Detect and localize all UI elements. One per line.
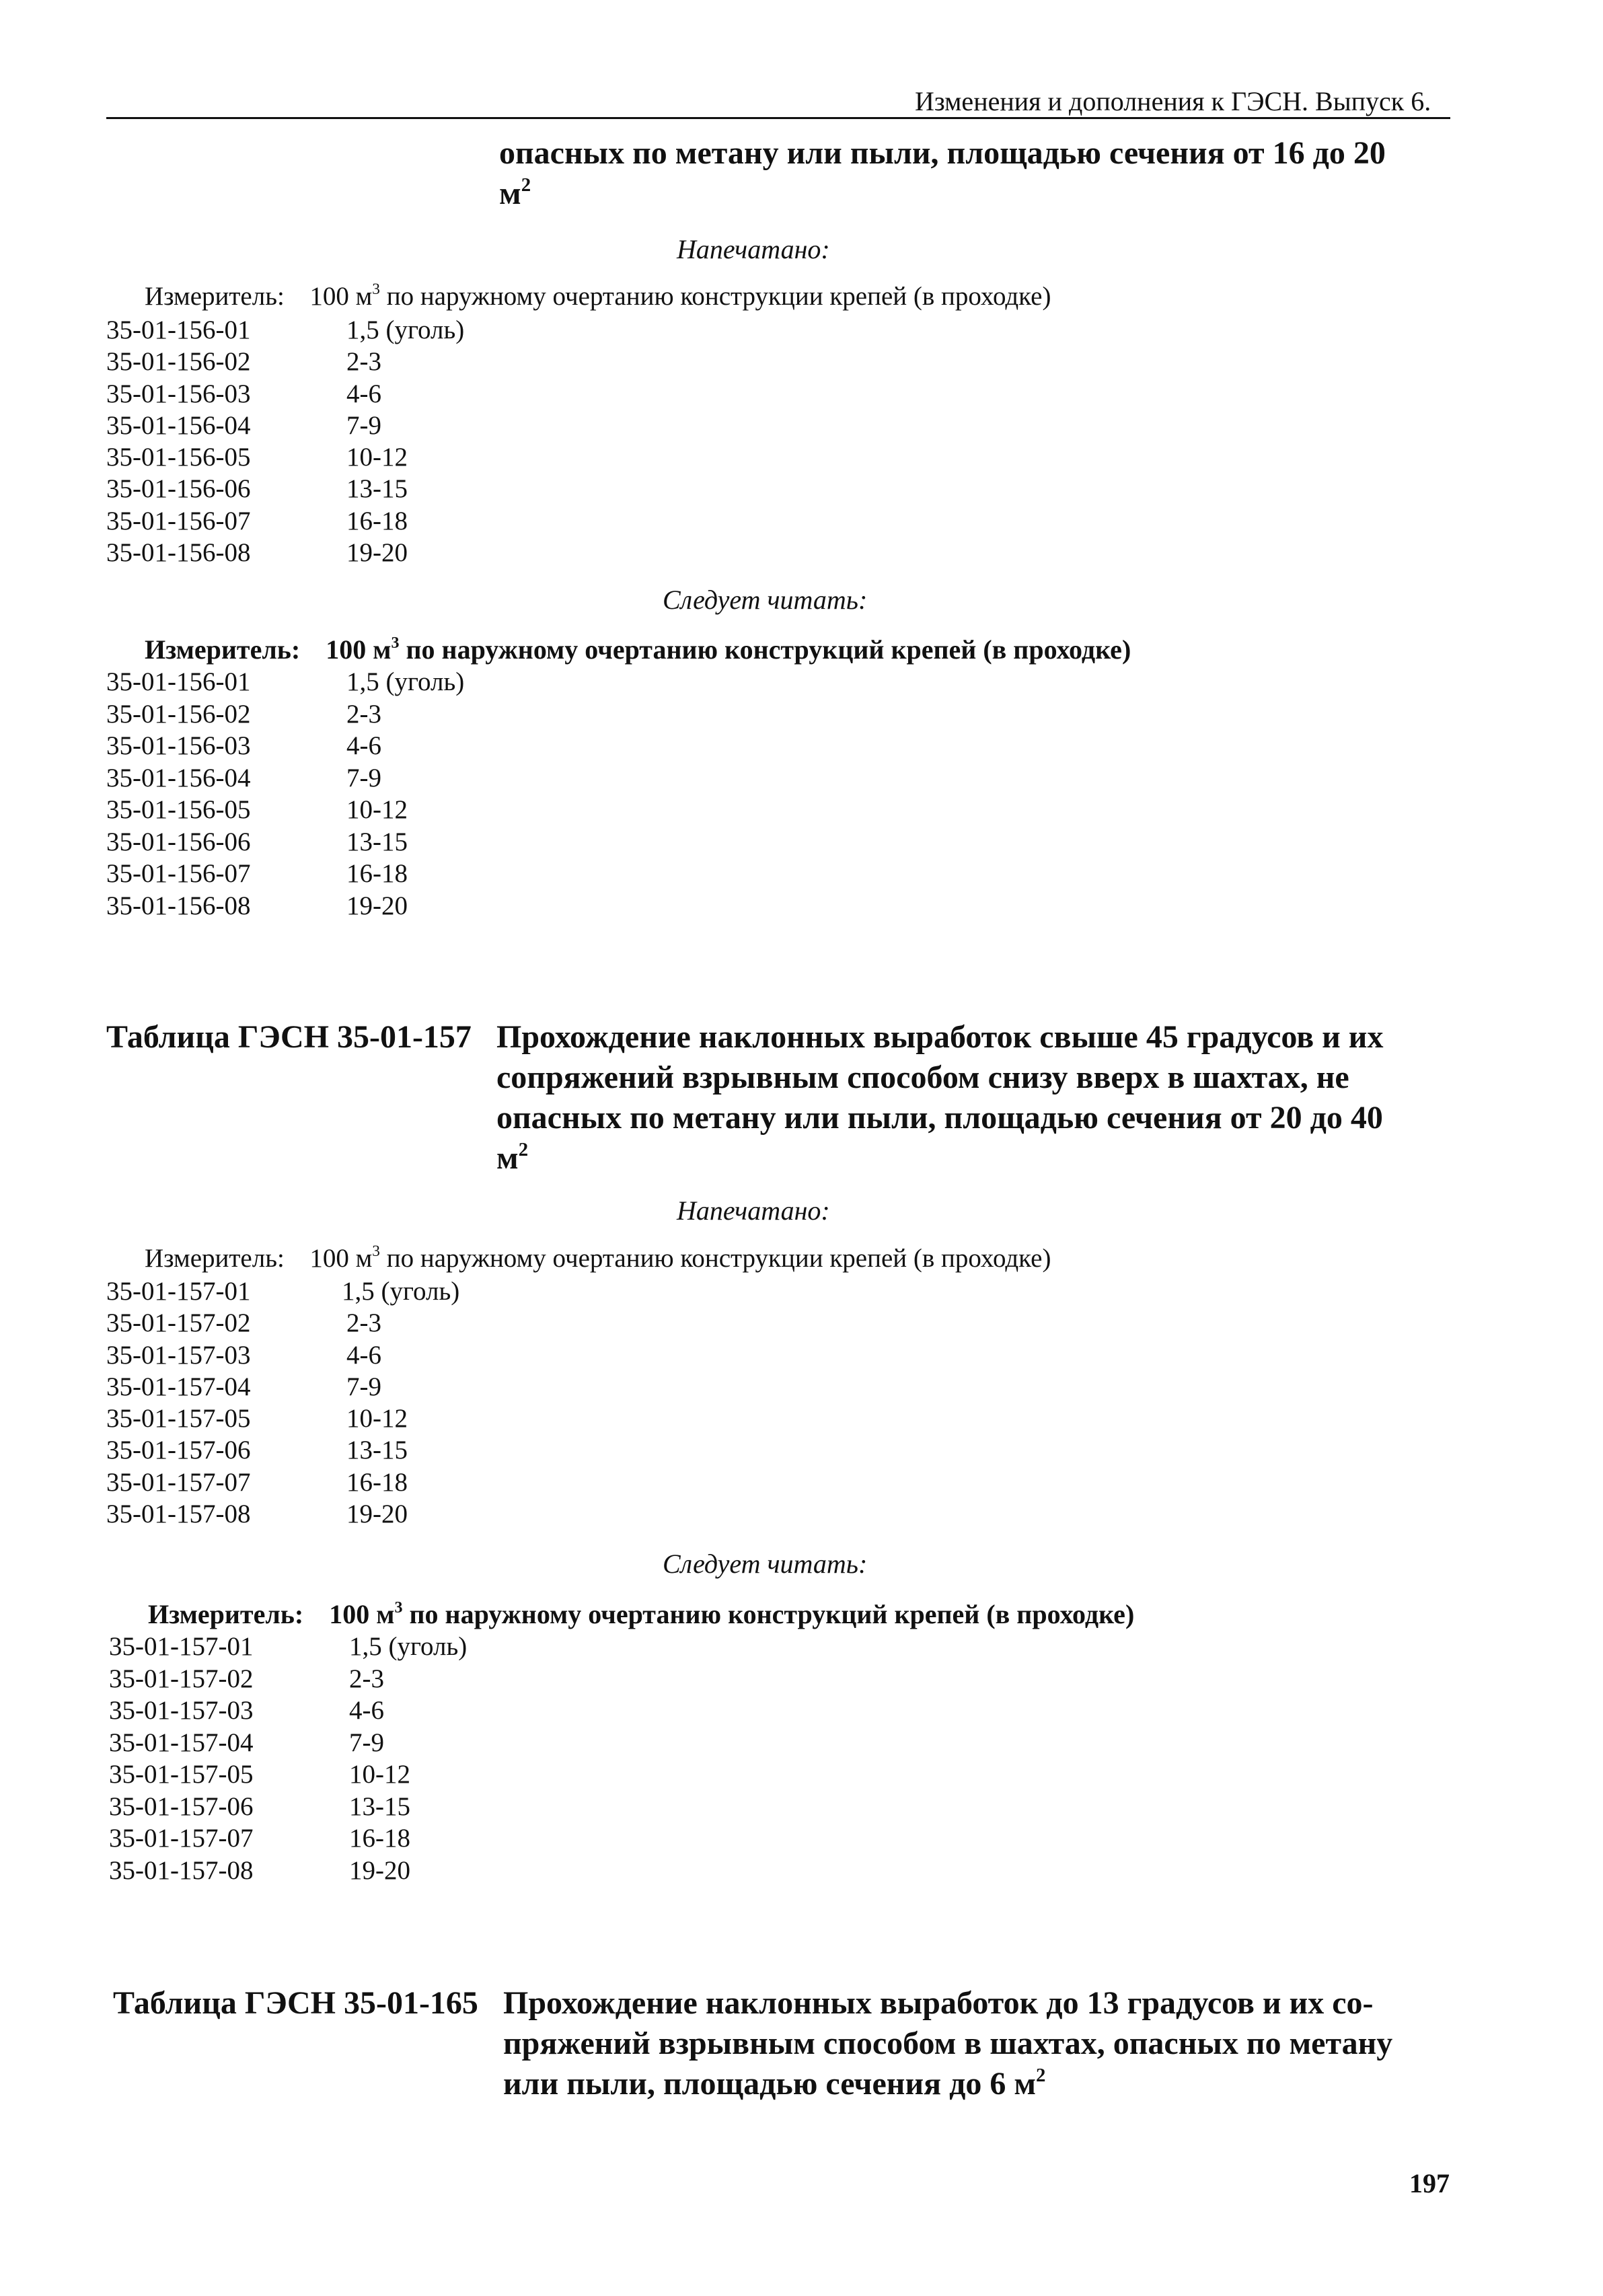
title-line: опасных по метану или пыли, площадью сечения от 16 до 20	[499, 135, 1386, 171]
code-row: 35-01-157-05 10-12	[109, 1760, 410, 1789]
code-row: 35-01-156-01 1,5 (уголь)	[106, 316, 465, 344]
measure-value: 100 $м^3$ по наружному очертанию конструкции крепей (в проходке)	[309, 281, 1051, 311]
table-title-prefix: Таблица ГЭСН 35-01-157	[106, 1019, 472, 1055]
measure-label: Измеритель:	[145, 282, 285, 311]
code-row: 35-01-156-02 2-3	[106, 699, 381, 729]
measure-value: 100 $м^3$ по наружному очертанию конструкции крепей (в проходке)	[309, 1243, 1051, 1273]
measure-label: Измеритель:	[148, 1599, 304, 1629]
title-line-unit: или пыли, площадью сечения до 6 $м^2$	[503, 2065, 1046, 2102]
table-title	[503, 1983, 1392, 2104]
measure-value: 100 $м^3$ по наружному очертанию конструкций крепей (в проходке)	[329, 1598, 1135, 1629]
measure-label: Измеритель:	[145, 634, 301, 665]
code-row: 35-01-156-06 13-15	[106, 474, 408, 504]
code-row: 35-01-156-02 2-3	[106, 347, 381, 377]
code-row: 35-01-156-05 10-12	[106, 795, 408, 824]
code-row: 35-01-157-05 10-12	[106, 1404, 408, 1434]
code-row: 35-01-157-02 2-3	[106, 1308, 381, 1338]
code-row: 35-01-157-08 19-20	[106, 1499, 408, 1529]
title-line-unit: $м^2$	[499, 174, 531, 211]
page-number: 197	[1409, 2168, 1450, 2198]
code-row: 35-01-157-08 19-20	[109, 1855, 410, 1885]
title-line-unit: $м^2$	[496, 1139, 529, 1176]
table-title	[496, 1017, 1383, 1179]
running-header: Изменения и дополнения к ГЭСН. Выпуск 6.	[915, 86, 1431, 116]
code-row: 35-01-157-03 4-6	[106, 1340, 381, 1370]
header-rule	[106, 117, 1450, 119]
code-row: 35-01-157-06 13-15	[106, 1436, 408, 1465]
code-row: 35-01-156-06 13-15	[106, 827, 408, 856]
measure-label: Измеритель:	[145, 1244, 285, 1273]
code-row: 35-01-157-02 2-3	[109, 1664, 384, 1693]
code-row: 35-01-157-04 7-9	[106, 1372, 381, 1401]
code-row: 35-01-156-07 16-18	[106, 506, 408, 535]
read-label: Следует читать:	[663, 585, 868, 615]
title-line: Прохождение наклонных выработок до 13 градусов и их со-	[503, 1985, 1374, 2021]
code-row: 35-01-157-03 4-6	[109, 1696, 384, 1725]
code-row: 35-01-156-04 7-9	[106, 763, 381, 792]
title-line: опасных по метану или пыли, площадью сечения от 20 до 40	[496, 1100, 1383, 1136]
code-row: 35-01-156-01 1,5 (уголь)	[106, 667, 465, 696]
table-title-prefix: Таблица ГЭСН 35-01-165	[113, 1985, 478, 2021]
code-row: 35-01-157-07 16-18	[106, 1467, 408, 1497]
section-title-continued	[499, 133, 1386, 214]
read-label: Следует читать:	[663, 1549, 868, 1579]
code-row: 35-01-157-07 16-18	[109, 1824, 410, 1853]
code-row: 35-01-156-05 10-12	[106, 443, 408, 472]
measure-line	[148, 1598, 1134, 1630]
code-row: 35-01-156-08 19-20	[106, 538, 408, 568]
code-row: 35-01-156-03 4-6	[106, 379, 381, 408]
printed-label: Напечатано:	[677, 234, 830, 264]
printed-label: Напечатано:	[677, 1195, 830, 1226]
title-line: пряжений взрывным способом в шахтах, опасных по метану	[503, 2026, 1393, 2061]
code-row: 35-01-157-01 1,5 (уголь)	[109, 1632, 468, 1661]
rows-printed-157	[106, 1275, 712, 1530]
measure-line	[145, 634, 1131, 665]
measure-line	[145, 281, 1051, 311]
rows-read-157	[109, 1631, 714, 1886]
rows-read-156	[106, 666, 712, 922]
code-row: 35-01-157-01 1,5 (уголь)	[106, 1277, 460, 1306]
code-row: 35-01-156-04 7-9	[106, 410, 381, 440]
measure-line	[145, 1243, 1051, 1273]
code-row: 35-01-156-08 19-20	[106, 891, 408, 920]
title-line: сопряжений взрывным способом снизу вверх в шахтах, не	[496, 1060, 1349, 1095]
code-row: 35-01-157-04 7-9	[109, 1728, 384, 1757]
title-line: Прохождение наклонных выработок свыше 45 градусов и их	[496, 1019, 1384, 1055]
rows-printed-156	[106, 314, 712, 568]
code-row: 35-01-157-06 13-15	[109, 1791, 410, 1821]
code-row: 35-01-156-03 4-6	[106, 731, 381, 760]
code-row: 35-01-156-07 16-18	[106, 859, 408, 888]
measure-value: 100 $м^3$ по наружному очертанию конструкций крепей (в проходке)	[326, 634, 1131, 665]
